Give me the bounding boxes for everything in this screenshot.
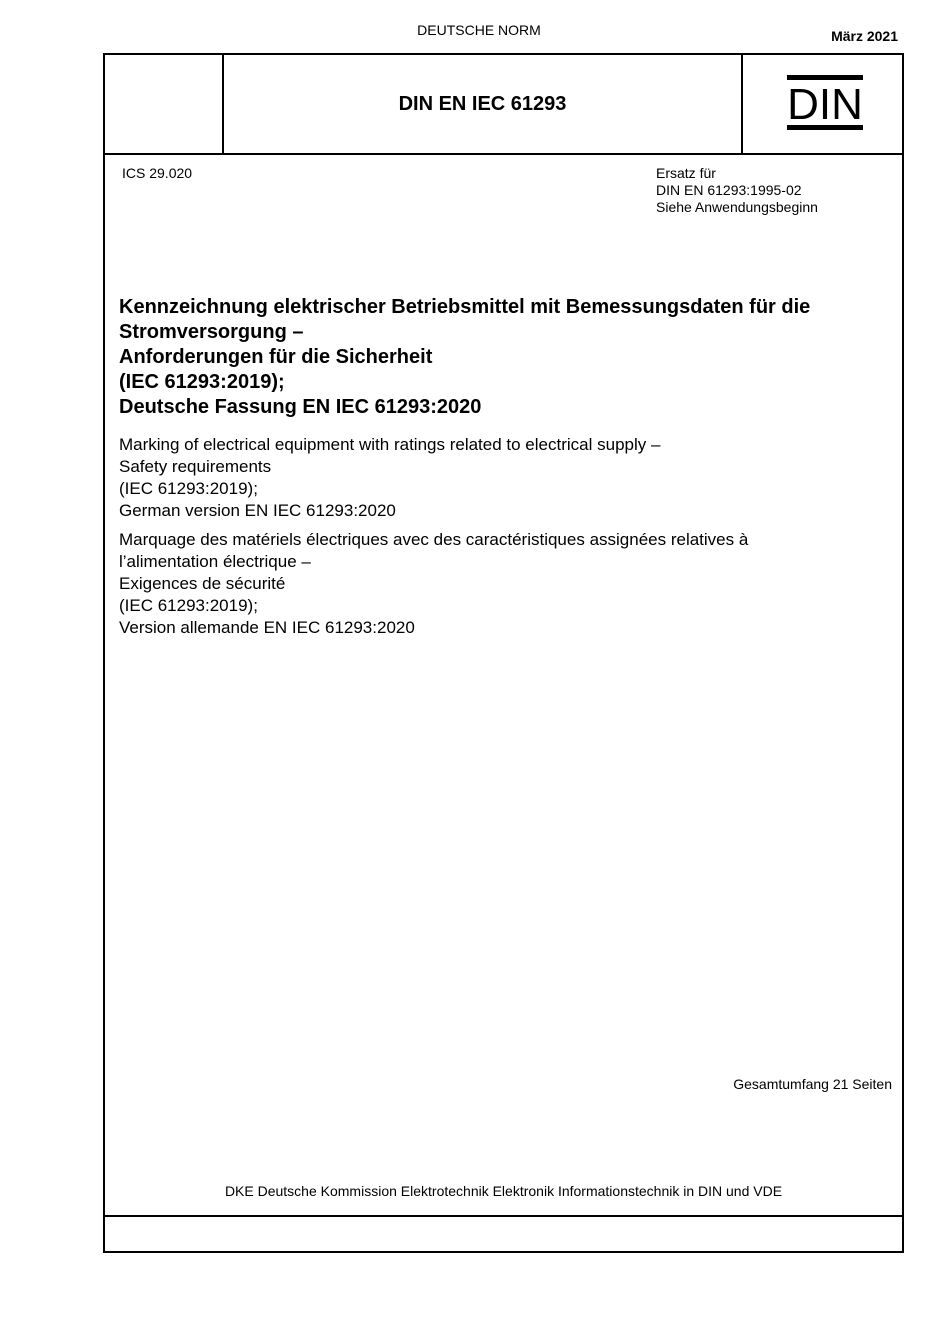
header-logo-cell bbox=[741, 55, 904, 153]
english-title-line: (IEC 61293:2019); bbox=[119, 479, 258, 498]
din-logo-text: DIN bbox=[787, 80, 863, 129]
french-title-line: Exigences de sécurité bbox=[119, 574, 286, 593]
header-left-cell bbox=[105, 55, 224, 153]
cover-frame bbox=[103, 53, 904, 1253]
din-logo-icon bbox=[787, 75, 863, 131]
english-title-line: German version EN IEC 61293:2020 bbox=[119, 501, 396, 520]
total-pages: Gesamtumfang 21 Seiten bbox=[733, 1076, 892, 1092]
document-type-label: DEUTSCHE NORM bbox=[417, 22, 541, 38]
german-title-line: Stromversorgung – bbox=[119, 321, 304, 343]
standard-number: DIN EN IEC 61293 bbox=[398, 92, 567, 115]
replacement-line: DIN EN 61293:1995-02 bbox=[656, 182, 802, 198]
english-title-line: Safety requirements bbox=[119, 457, 272, 476]
footer-divider bbox=[105, 1215, 902, 1217]
french-title-line: (IEC 61293:2019); bbox=[119, 596, 258, 615]
french-title-line: l’alimentation électrique – bbox=[119, 552, 311, 571]
replacement-line: Siehe Anwendungsbeginn bbox=[656, 199, 818, 215]
german-title-line: Deutsche Fassung EN IEC 61293:2020 bbox=[119, 396, 482, 418]
replacement-info bbox=[656, 165, 818, 216]
ics-code: ICS 29.020 bbox=[122, 165, 193, 181]
replacement-line: Ersatz für bbox=[656, 165, 716, 181]
german-title bbox=[119, 295, 894, 420]
german-title-line: Kennzeichnung elektrischer Betriebsmittel mit Bemessungsdaten für die bbox=[119, 296, 811, 318]
english-title-line: Marking of electrical equipment with ratings related to electrical supply – bbox=[119, 435, 661, 454]
french-title-line: Marquage des matériels électriques avec des caractéristiques assignées relatives à bbox=[119, 530, 749, 549]
english-title bbox=[119, 434, 894, 522]
publication-date: März 2021 bbox=[831, 28, 898, 44]
header-title-cell bbox=[224, 55, 741, 153]
french-title bbox=[119, 529, 894, 639]
french-title-line: Version allemande EN IEC 61293:2020 bbox=[119, 618, 415, 637]
german-title-line: (IEC 61293:2019); bbox=[119, 371, 285, 393]
header-row bbox=[105, 55, 902, 155]
german-title-line: Anforderungen für die Sicherheit bbox=[119, 346, 433, 368]
committee-line: DKE Deutsche Kommission Elektrotechnik Elektronik Informationstechnik in DIN und VDE bbox=[224, 1183, 783, 1199]
